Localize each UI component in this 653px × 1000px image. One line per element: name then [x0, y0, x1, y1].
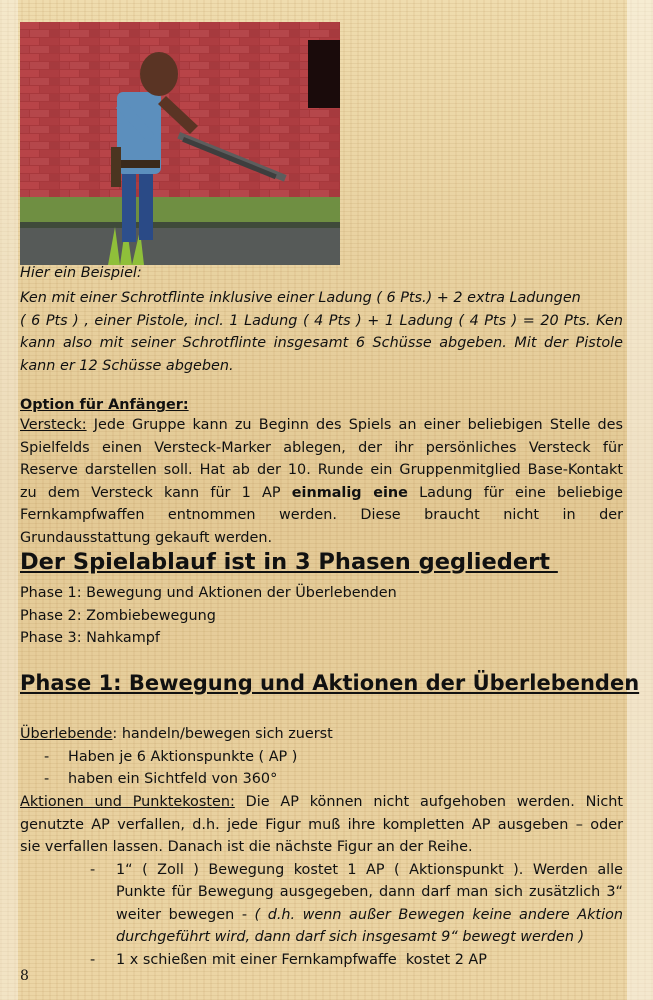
example-title: Hier ein Beispiel: — [20, 265, 142, 281]
option-line-5: Fernkampfwaffen entnommen werden. Diese braucht nicht in der — [20, 507, 623, 523]
example-line-3: kann also mit seiner Schrotflinte insgesamt 6 Schüsse abgeben. Mit der Pistole — [20, 335, 623, 351]
option-line-4 — [20, 482, 623, 505]
bullet-mark-1: - — [44, 749, 50, 765]
bullet-item-2: haben ein Sichtfeld von 360° — [68, 771, 278, 787]
phase-item-2: Phase 2: Zombiebewegung — [20, 608, 216, 624]
actions-line-2: genutzte AP verfallen, d.h. jede Figur muß ihre kompletten AP ausgeben – oder — [20, 817, 623, 833]
survivors-label: Überlebende — [20, 726, 113, 742]
dash-move: - — [90, 862, 96, 878]
actions-label: Aktionen und Punktekosten: — [20, 794, 235, 810]
option-line-4-post: Ladung für eine beliebige — [407, 485, 623, 501]
phase-item-1: Phase 1: Bewegung und Aktionen der Überlebenden — [20, 585, 397, 601]
page-margin-left — [0, 0, 18, 1000]
survivors-line — [20, 723, 623, 746]
move-line-2: Punkte für Bewegung ausgegeben, dann darf man sich zusätzlich 3“ — [116, 884, 623, 900]
page-margin-right — [627, 0, 653, 1000]
example-line-4: kann er 12 Schüsse abgeben. — [20, 358, 234, 374]
option-line-4-bold: einmalig eine — [291, 485, 408, 501]
move-line-3-italic: ( d.h. wenn außer Bewegen keine andere Aktion — [254, 907, 623, 923]
option-line-6: Grundausstattung gekauft werden. — [20, 530, 273, 546]
actions-line-1-text: Die AP können nicht aufgehoben werden. Nicht — [234, 794, 623, 810]
actions-line-3: sie verfallen lassen. Danach ist die nächste Figur an der Reihe. — [20, 839, 473, 855]
phase1-heading: Phase 1: Bewegung und Aktionen der Überlebenden — [20, 671, 640, 695]
survivors-text: : handeln/bewegen sich zuerst — [112, 726, 333, 742]
move-line-3 — [116, 904, 623, 927]
actions-line-1 — [20, 791, 623, 814]
bullet-mark-2: - — [44, 771, 50, 787]
option-line-3: Reserve darstellen soll. Hat ab der 10. Runde ein Gruppenmitglied Base-Kontakt — [20, 462, 623, 478]
example-line-1: Ken mit einer Schrotflinte inklusive einer Ladung ( 6 Pts.) + 2 extra Ladungen — [20, 290, 581, 306]
option-line-1 — [20, 414, 623, 437]
dash-shoot: - — [90, 952, 96, 968]
phase-item-3: Phase 3: Nahkampf — [20, 630, 160, 646]
miniature-photo — [20, 22, 340, 265]
option-line-4-pre: zu dem Versteck kann für 1 AP — [20, 485, 292, 501]
move-line-4: durchgeführt wird, dann darf sich insgesamt 9“ bewegt werden ) — [116, 929, 585, 945]
example-line-2: ( 6 Pts ) , einer Pistole, incl. 1 Ladung ( 4 Pts ) + 1 Ladung ( 4 Pts ) = 20 Pts. Ken — [20, 313, 623, 329]
miniature-figure-image — [20, 22, 340, 265]
move-line-3-pre: weiter bewegen - — [116, 907, 255, 923]
option-heading: Option für Anfänger: — [20, 397, 189, 413]
versteck-label: Versteck: — [20, 417, 87, 433]
bullet-item-1: Haben je 6 Aktionspunkte ( AP ) — [68, 749, 298, 765]
move-line-1: 1“ ( Zoll ) Bewegung kostet 1 AP ( Aktionspunkt ). Werden alle — [116, 862, 623, 878]
page-number: 8 — [20, 968, 29, 984]
option-line-2: Spielfelds einen Versteck-Marker ablegen, der ihr persönliches Versteck für — [20, 440, 623, 456]
shoot-line: 1 x schießen mit einer Fernkampfwaffe kostet 2 AP — [116, 952, 487, 968]
option-line-1-text: Jede Gruppe kann zu Beginn des Spiels an einer beliebigen Stelle des — [86, 417, 623, 433]
phases-heading: Der Spielablauf ist in 3 Phasen gegliedert — [20, 549, 558, 575]
